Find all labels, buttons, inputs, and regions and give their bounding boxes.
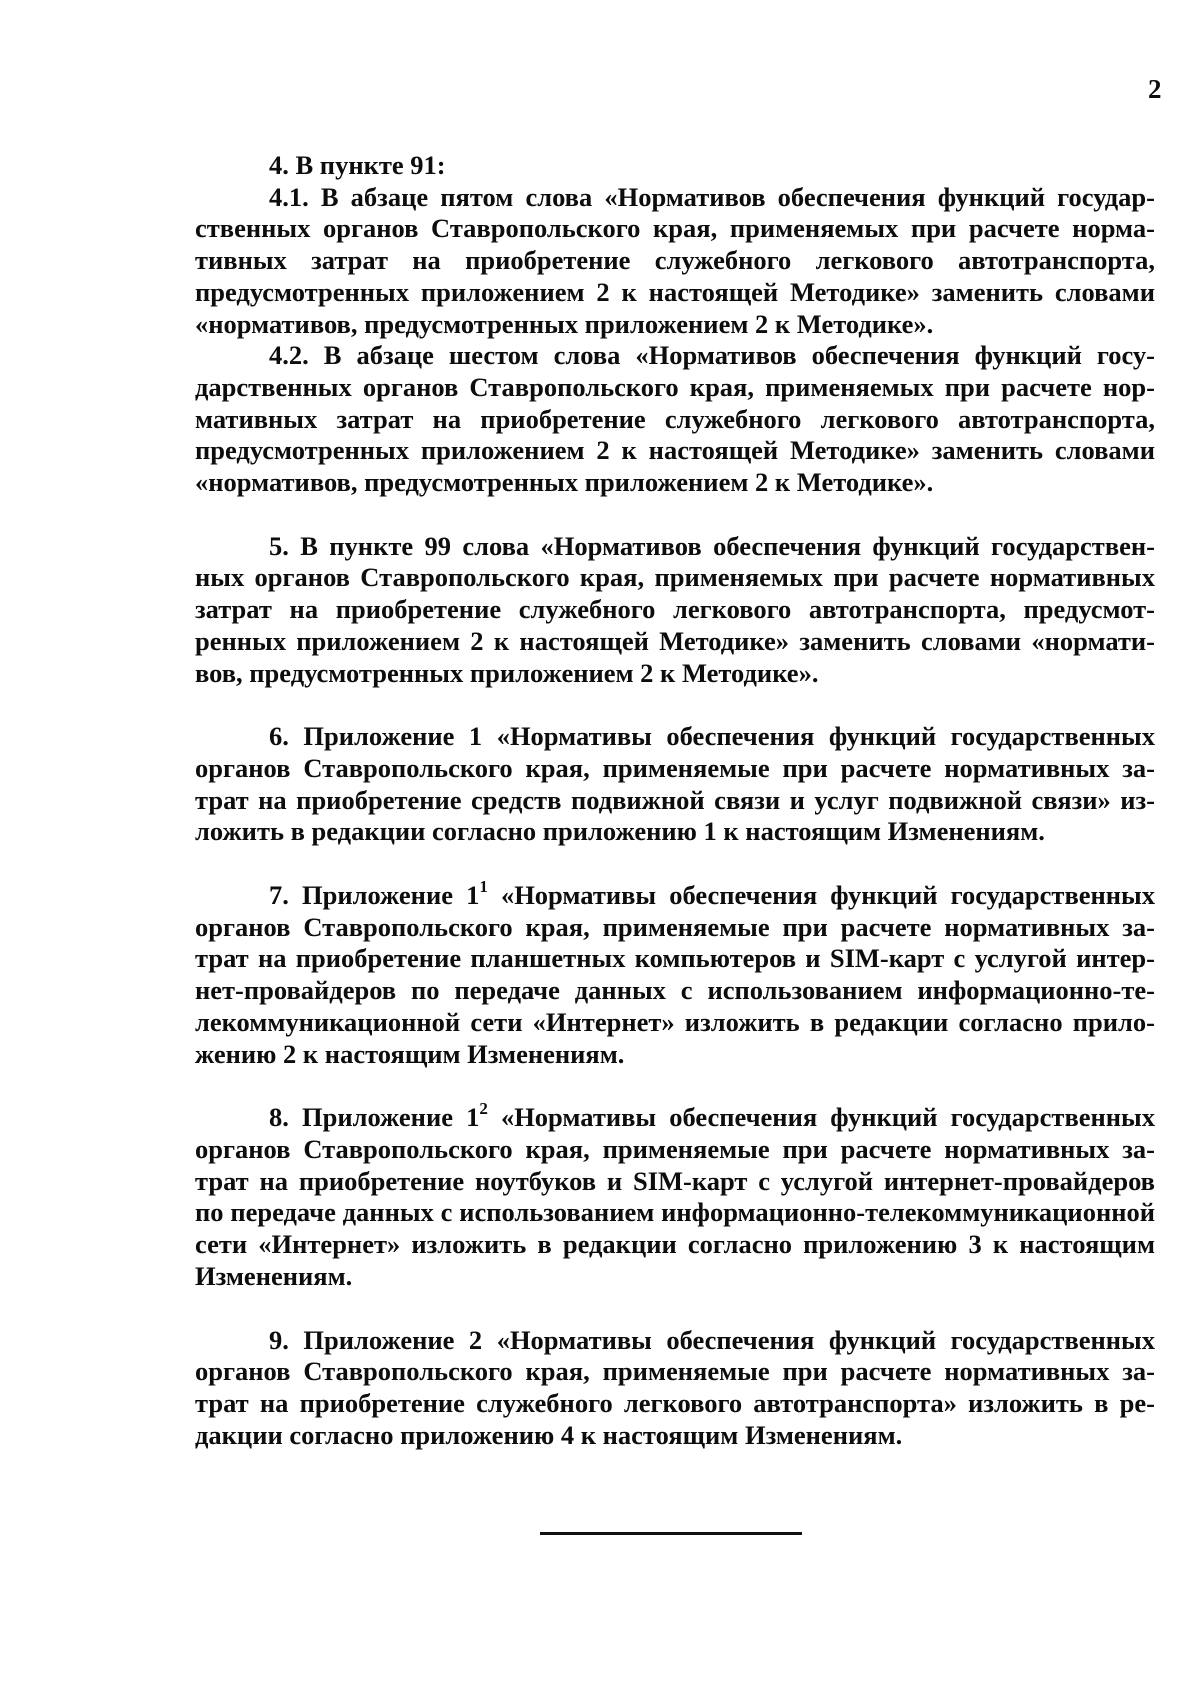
page-number: 2 (1148, 74, 1162, 104)
item-7-superscript: 1 (479, 877, 488, 897)
item-7-text: «Нормативы обеспечения функций государственных органов Ставропольского края, применяемые при расчете нормативных затрат на приобретение планшетных компьютеров и SIM-карт с услугой интернет-провайдеров по передаче данных с использованием информационно-телекоммуникационной сети «Интернет» изложить в редакции согласно приложению 2 к настоящим Изменениям. (195, 880, 1155, 1069)
item-7-prefix: 7. Приложение 1 (269, 880, 480, 911)
item-9-paragraph: 9. Приложение 2 «Нормативы обеспечения функций государственных органов Ставропольского края, применяемые при расчете нормативных затрат на приобретение служебного легкового автотранспорта» изложить в редакции согласно приложению 4 к настоящим Изменениям. (195, 1324, 1155, 1450)
end-separator-line (540, 1532, 802, 1535)
item-4-heading: 4. В пункте 91: (269, 150, 446, 180)
item-4-2-paragraph: 4.2. В абзаце шестом слова «Нормативов обеспечения функций государственных органов Ставропольского края, применяемых при расчете нормативных затрат на приобретение служебного легкового автотранспорта, предусмотренных приложением 2 к настоящей Методике» заменить словами «нормативов, предусмотренных приложением 2 к Методике». (195, 340, 1155, 498)
document-body (195, 150, 1155, 1451)
item-8-superscript: 2 (479, 1099, 488, 1119)
item-8-paragraph (195, 1099, 1155, 1292)
item-8-prefix: 8. Приложение 1 (269, 1102, 480, 1133)
item-7-paragraph (195, 877, 1155, 1070)
item-8-text: «Нормативы обеспечения функций государственных органов Ставропольского края, применяемые при расчете нормативных затрат на приобретение ноутбуков и SIM-карт с услугой интернет-провайдеров по передаче данных с использованием информационно-телекоммуникационной сети «Интернет» изложить в редакции согласно приложению 3 к настоящим Изменениям. (195, 1102, 1155, 1291)
item-4-1-paragraph: 4.1. В абзаце пятом слова «Нормативов обеспечения функций государственных органов Ставропольского края, применяемых при расчете нормативных затрат на приобретение служебного легкового автотранспорта, предусмотренных приложением 2 к настоящей Методике» заменить словами «нормативов, предусмотренных приложением 2 к Методике». (195, 181, 1155, 339)
item-6-paragraph: 6. Приложение 1 «Нормативы обеспечения функций государственных органов Ставропольского края, применяемые при расчете нормативных затрат на приобретение средств подвижной связи и услуг подвижной связи» изложить в редакции согласно приложению 1 к настоящим Изменениям. (195, 721, 1155, 847)
item-5-paragraph: 5. В пункте 99 слова «Нормативов обеспечения функций государственных органов Ставропольского края, применяемых при расчете нормативных затрат на приобретение служебного легкового автотранспорта, предусмотренных приложением 2 к настоящей Методике» заменить словами «нормативов, предусмотренных приложением 2 к Методике». (195, 530, 1155, 688)
